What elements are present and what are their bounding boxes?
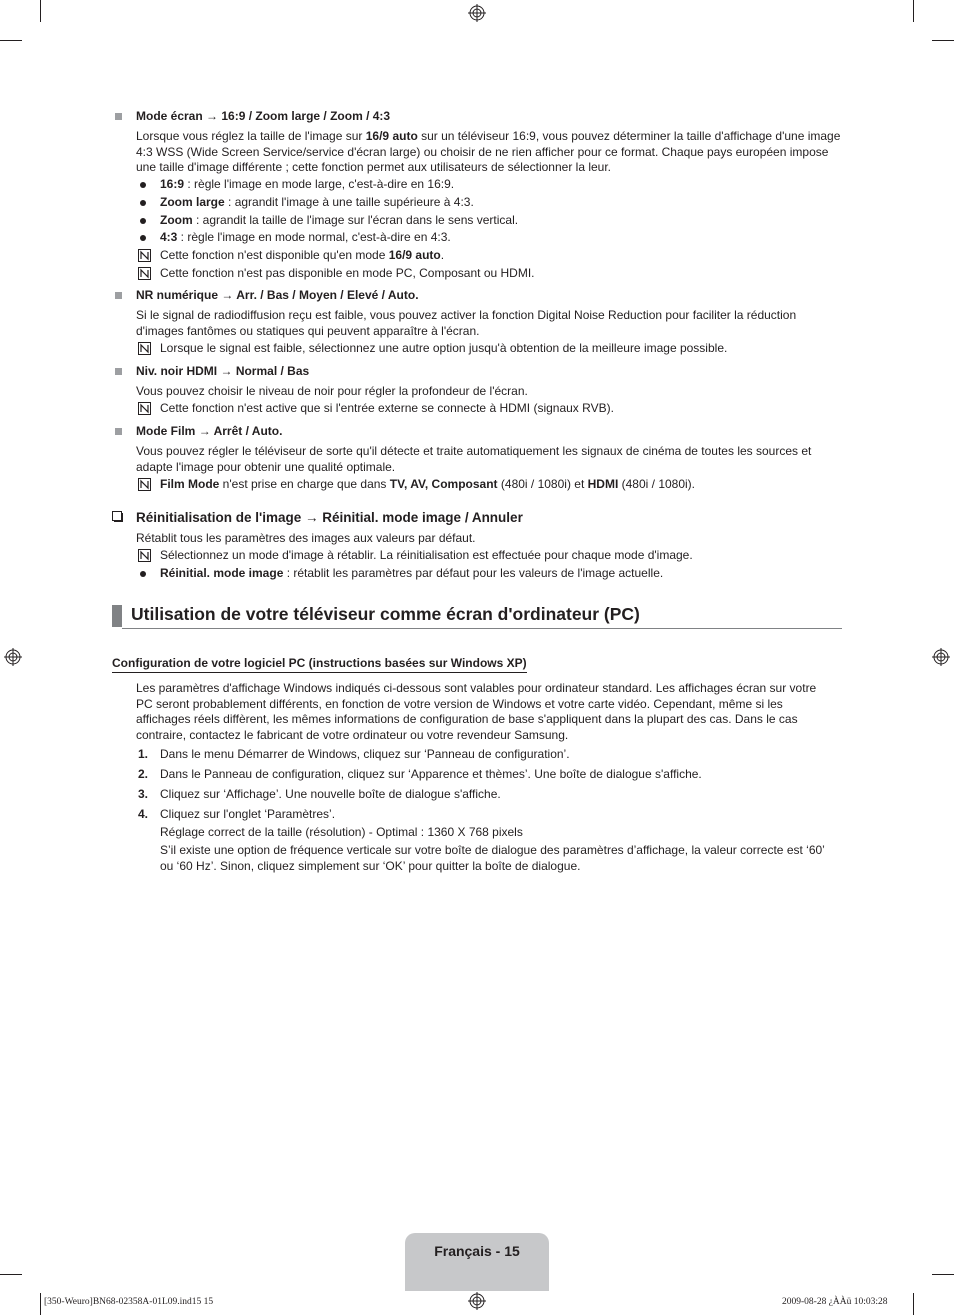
list-item: 4:3 : règle l'image en mode normal, c'est-à-dire en 4:3.	[160, 230, 451, 244]
crop-mark	[0, 40, 22, 41]
step-text: Réglage correct de la taille (résolution) - Optimal : 1360 X 768 pixels	[160, 825, 523, 839]
note-text: Film Mode n'est prise en charge que dans TV, AV, Composant (480i / 1080i) et HDMI (480i / 1080i).	[160, 477, 696, 491]
step-text: S’il existe une option de fréquence verticale sur votre boîte de dialogue des paramètres d’affichage, la valeur correcte est ‘60’ ou ‘60 Hz’. Sinon, cliquez simplement sur ‘OK’ pour quitter la boîte de dialogue.	[160, 843, 825, 873]
crop-mark	[932, 1274, 954, 1275]
note-icon	[138, 249, 151, 262]
list-item: Réinitial. mode image : rétablit les paramètres par défaut pour les valeurs de l'image actuelle.	[160, 566, 664, 580]
mode-film-paragraph: Vous pouvez régler le téléviseur de sorte qu'il détecte et traite automatiquement les signaux de cinéma de toutes les sources et adapte l'image pour obtenir une qualité optimale.	[136, 444, 812, 474]
intro-paragraph: Les paramètres d'affichage Windows indiqués ci-dessous sont valables pour ordinateur standard. Les affichages écran sur votre PC seront probablement différents, en fonction de votre version de Windows et votre carte vidéo. Cependant, même si les affichages réels diffèrent, les mêmes informations de configuration de base s'appliquent dans la plupart des cas. Dans le cas contraire, contactez le fabricant de votre ordinateur ou votre revendeur Samsung.	[136, 681, 817, 742]
note-text: Lorsque le signal est faible, sélectionnez une autre option jusqu'à obtention de la meilleure image possible.	[160, 341, 728, 355]
crop-mark	[40, 0, 41, 22]
crop-mark	[40, 1293, 41, 1315]
section-heading: Utilisation de votre téléviseur comme écran d'ordinateur (PC)	[131, 604, 640, 624]
square-bullet-icon	[115, 368, 122, 375]
crop-mark	[913, 1293, 914, 1315]
mode-film-title: Mode Film → Arrêt / Auto.	[136, 424, 283, 438]
note-text: Cette fonction n'est active que si l'entrée externe se connecte à HDMI (signaux RVB).	[160, 401, 614, 415]
page-number: Français - 15	[434, 1243, 520, 1259]
slug-right: 2009-08-28 ¿ÀÀü 10:03:28	[782, 1297, 888, 1307]
note-icon	[138, 402, 151, 415]
mode-ecran-title: Mode écran → 16:9 / Zoom large / Zoom / 4:3	[136, 109, 391, 123]
reinitialisation-paragraph: Rétablit tous les paramètres des images aux valeurs par défaut.	[136, 531, 476, 545]
crop-mark	[913, 0, 914, 22]
nr-numerique-paragraph: Si le signal de radiodiffusion reçu est faible, vous pouvez activer la fonction Digital Noise Reduction pour faciliter la réduction d'images fantômes ou statiques qui peuvent apparaître à l'écran.	[136, 308, 797, 338]
niv-noir-title: Niv. noir HDMI → Normal / Bas	[136, 364, 310, 378]
registration-mark-icon	[932, 648, 950, 666]
note-icon	[138, 478, 151, 491]
step-text: Cliquez sur ‘Affichage’. Une nouvelle boîte de dialogue s'affiche.	[160, 787, 501, 801]
bullet-dot-icon	[140, 182, 146, 188]
note-text: Sélectionnez un mode d'image à rétablir. La réinitialisation est effectuée pour chaque mode d'image.	[160, 548, 693, 562]
bullet-dot-icon	[140, 571, 146, 577]
heading-bar	[112, 605, 122, 627]
note-text: Cette fonction n'est disponible qu'en mode 16/9 auto.	[160, 248, 445, 262]
bullet-dot-icon	[140, 235, 146, 241]
niv-noir-paragraph: Vous pouvez choisir le niveau de noir pour régler la profondeur de l'écran.	[136, 384, 528, 398]
registration-mark-icon	[468, 4, 486, 22]
square-bullet-icon	[115, 428, 122, 435]
step-number: 2.	[138, 767, 149, 781]
nr-numerique-title: NR numérique → Arr. / Bas / Moyen / Elevé / Auto.	[136, 288, 419, 302]
step-text: Cliquez sur l'onglet ‘Paramètres’.	[160, 807, 336, 821]
reinitialisation-title: Réinitialisation de l'image → Réinitial. mode image / Annuler	[136, 510, 523, 525]
slug-left: [350-Weuro]BN68-02358A-01L09.ind15 15	[44, 1297, 214, 1307]
checkbox-square-icon	[112, 511, 123, 522]
sub-heading: Configuration de votre logiciel PC (instructions basées sur Windows XP)	[112, 655, 527, 673]
registration-mark-icon	[4, 648, 22, 666]
list-item: Zoom large : agrandit l'image à une taille supérieure à 4:3.	[160, 195, 474, 209]
note-icon	[138, 267, 151, 280]
step-number: 3.	[138, 787, 149, 801]
bullet-dot-icon	[140, 218, 146, 224]
list-item: 16:9 : règle l'image en mode large, c'est-à-dire en 16:9.	[160, 177, 455, 191]
note-text: Cette fonction n'est pas disponible en mode PC, Composant ou HDMI.	[160, 266, 535, 280]
crop-mark	[0, 1274, 22, 1275]
heading-rule	[122, 628, 842, 629]
bullet-dot-icon	[140, 200, 146, 206]
list-item: Zoom : agrandit la taille de l'image sur l'écran dans le sens vertical.	[160, 213, 519, 227]
note-icon	[138, 549, 151, 562]
registration-mark-icon	[468, 1292, 486, 1310]
mode-ecran-paragraph: Lorsque vous réglez la taille de l'image sur 16/9 auto sur un téléviseur 16:9, vous pouvez déterminer la taille d'affichage d'une image 4:3 WSS (Wide Screen Service/service d'écran large) ou choisir de ne rien afficher pour ce format. Chaque pays européen impose une taille d'image différente ; cette fonction permet aux utilisateurs de sélectionner la leur.	[136, 129, 841, 174]
square-bullet-icon	[115, 292, 122, 299]
note-icon	[138, 342, 151, 355]
crop-mark	[932, 40, 954, 41]
step-text: Dans le menu Démarrer de Windows, cliquez sur ‘Panneau de configuration’.	[160, 747, 570, 761]
step-number: 4.	[138, 807, 149, 821]
step-number: 1.	[138, 747, 149, 761]
square-bullet-icon	[115, 113, 122, 120]
step-text: Dans le Panneau de configuration, cliquez sur ‘Apparence et thèmes’. Une boîte de dialogue s'affiche.	[160, 767, 702, 781]
